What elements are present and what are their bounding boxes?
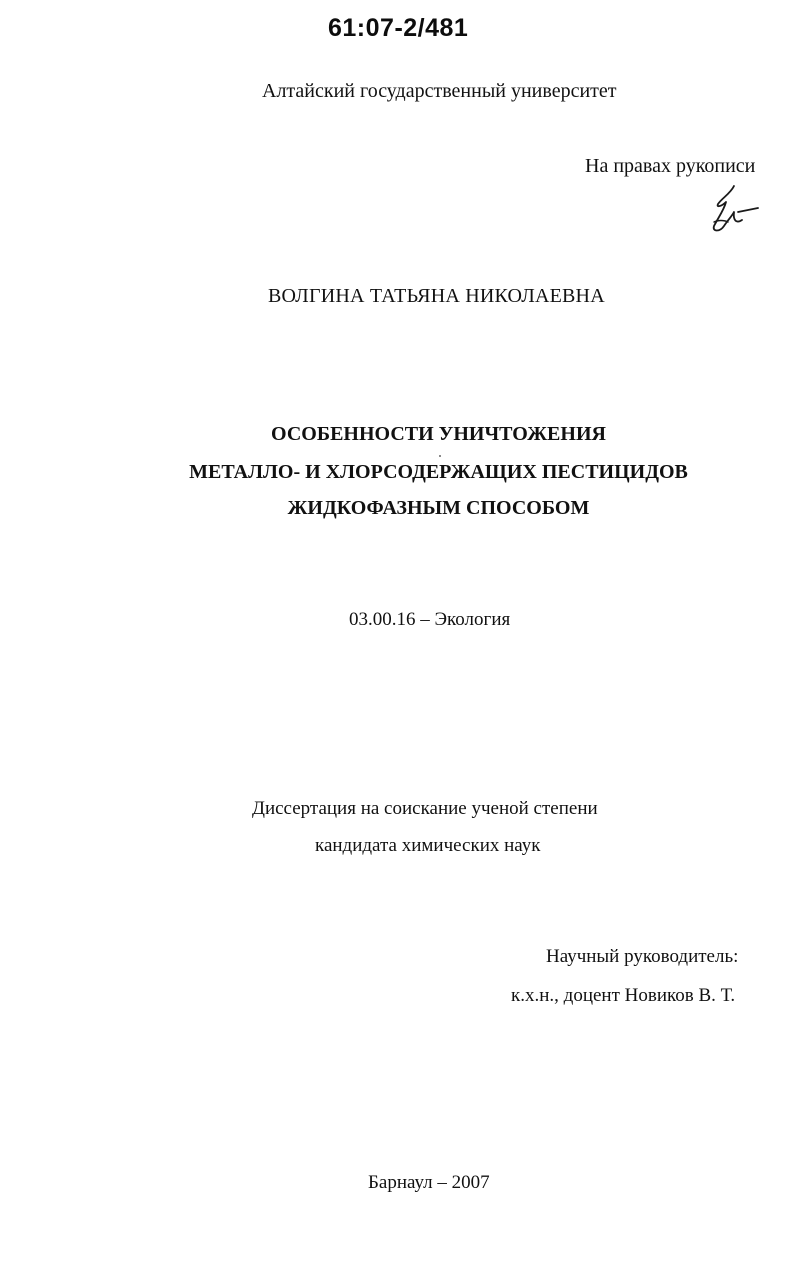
scan-speck xyxy=(439,455,441,457)
thesis-title-line-3: ЖИДКОФАЗНЫМ СПОСОБОМ xyxy=(287,497,590,519)
supervisor-name: к.х.н., доцент Новиков В. Т. xyxy=(511,985,736,1006)
university-name: Алтайский государственный университет xyxy=(262,80,617,102)
degree-line-2: кандидата химических наук xyxy=(315,835,541,856)
city-and-year: Барнаул – 2007 xyxy=(368,1172,490,1193)
thesis-title-line-2: МЕТАЛЛО- И ХЛОРСОДЕРЖАЩИХ ПЕСТИЦИДОВ xyxy=(189,461,688,483)
thesis-title-line-1: ОСОБЕННОСТИ УНИЧТОЖЕНИЯ xyxy=(271,423,606,445)
supervisor-label: Научный руководитель: xyxy=(546,946,739,967)
manuscript-rights-note: На правах рукописи xyxy=(585,155,756,177)
author-name: ВОЛГИНА ТАТЬЯНА НИКОЛАЕВНА xyxy=(268,285,605,307)
archive-code-stamp: 61:07-2/481 xyxy=(328,14,469,42)
handwritten-signature xyxy=(708,182,766,238)
specialty-code: 03.00.16 – Экология xyxy=(349,609,511,630)
degree-line-1: Диссертация на соискание ученой степени xyxy=(252,798,598,819)
